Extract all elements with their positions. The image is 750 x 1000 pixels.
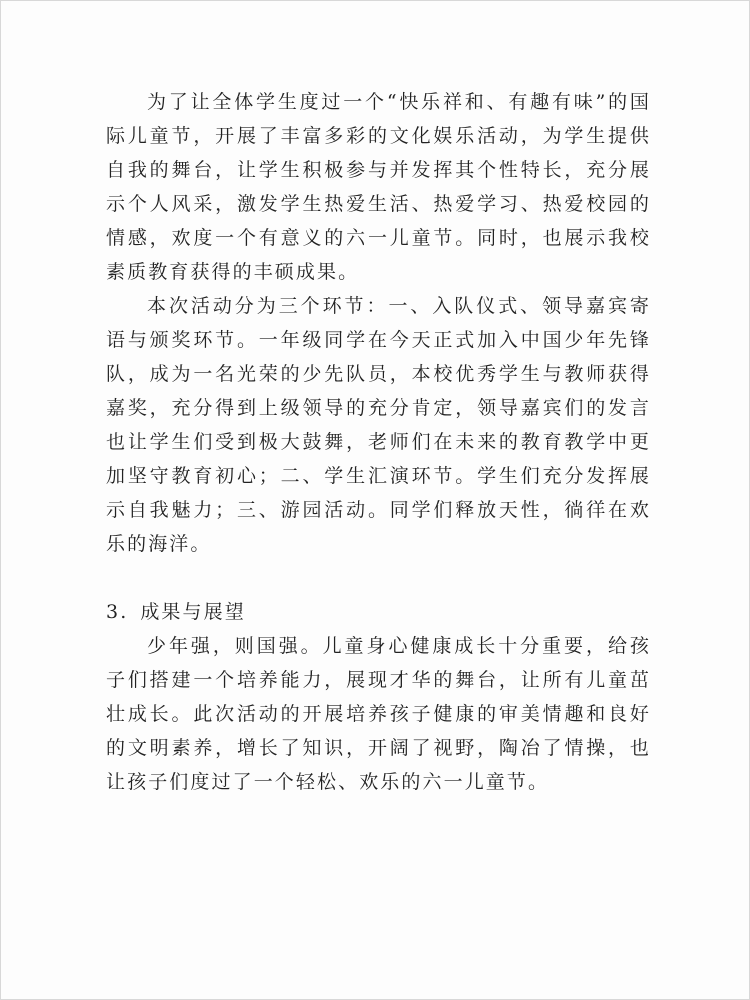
paragraph-intro: 为了让全体学生度过一个“快乐祥和、有趣有味”的国际儿童节，开展了丰富多彩的文化娱乐活动，为学生提供自我的舞台，让学生积极参与并发挥其个性特长，充分展示个人风采，激发学生热爱生活、热爱学习、热爱校园的情感，欢度一个有意义的六一儿童节。同时，也展示我校素质教育获得的丰硕成果。: [106, 91, 651, 283]
document-body: [106, 85, 651, 799]
paragraph-activities: 本次活动分为三个环节：一、入队仪式、领导嘉宾寄语与颁奖环节。一年级同学在今天正式加入中国少年先锋队，成为一名光荣的少先队员，本校优秀学生与教师获得嘉奖，充分得到上级领导的充分肯定，领导嘉宾们的发言也让学生们受到极大鼓舞，老师们在未来的教育教学中更加坚守教育初心；二、学生汇演环节。学生们充分发挥展示自我魅力；三、游园活动。同学们释放天性，徜徉在欢乐的海洋。: [106, 295, 651, 555]
paragraph-outcome: 少年强，则国强。儿童身心健康成长十分重要，给孩子们搭建一个培养能力，展现才华的舞台，让所有儿童茁壮成长。此次活动的开展培养孩子健康的审美情趣和良好的文明素养，增长了知识，开阔了视野，陶冶了情操，也让孩子们度过了一个轻松、欢乐的六一儿童节。: [106, 635, 651, 793]
section-number: 3.: [106, 601, 129, 623]
section-title: 成果与展望: [140, 601, 246, 623]
section-heading: [106, 595, 651, 629]
